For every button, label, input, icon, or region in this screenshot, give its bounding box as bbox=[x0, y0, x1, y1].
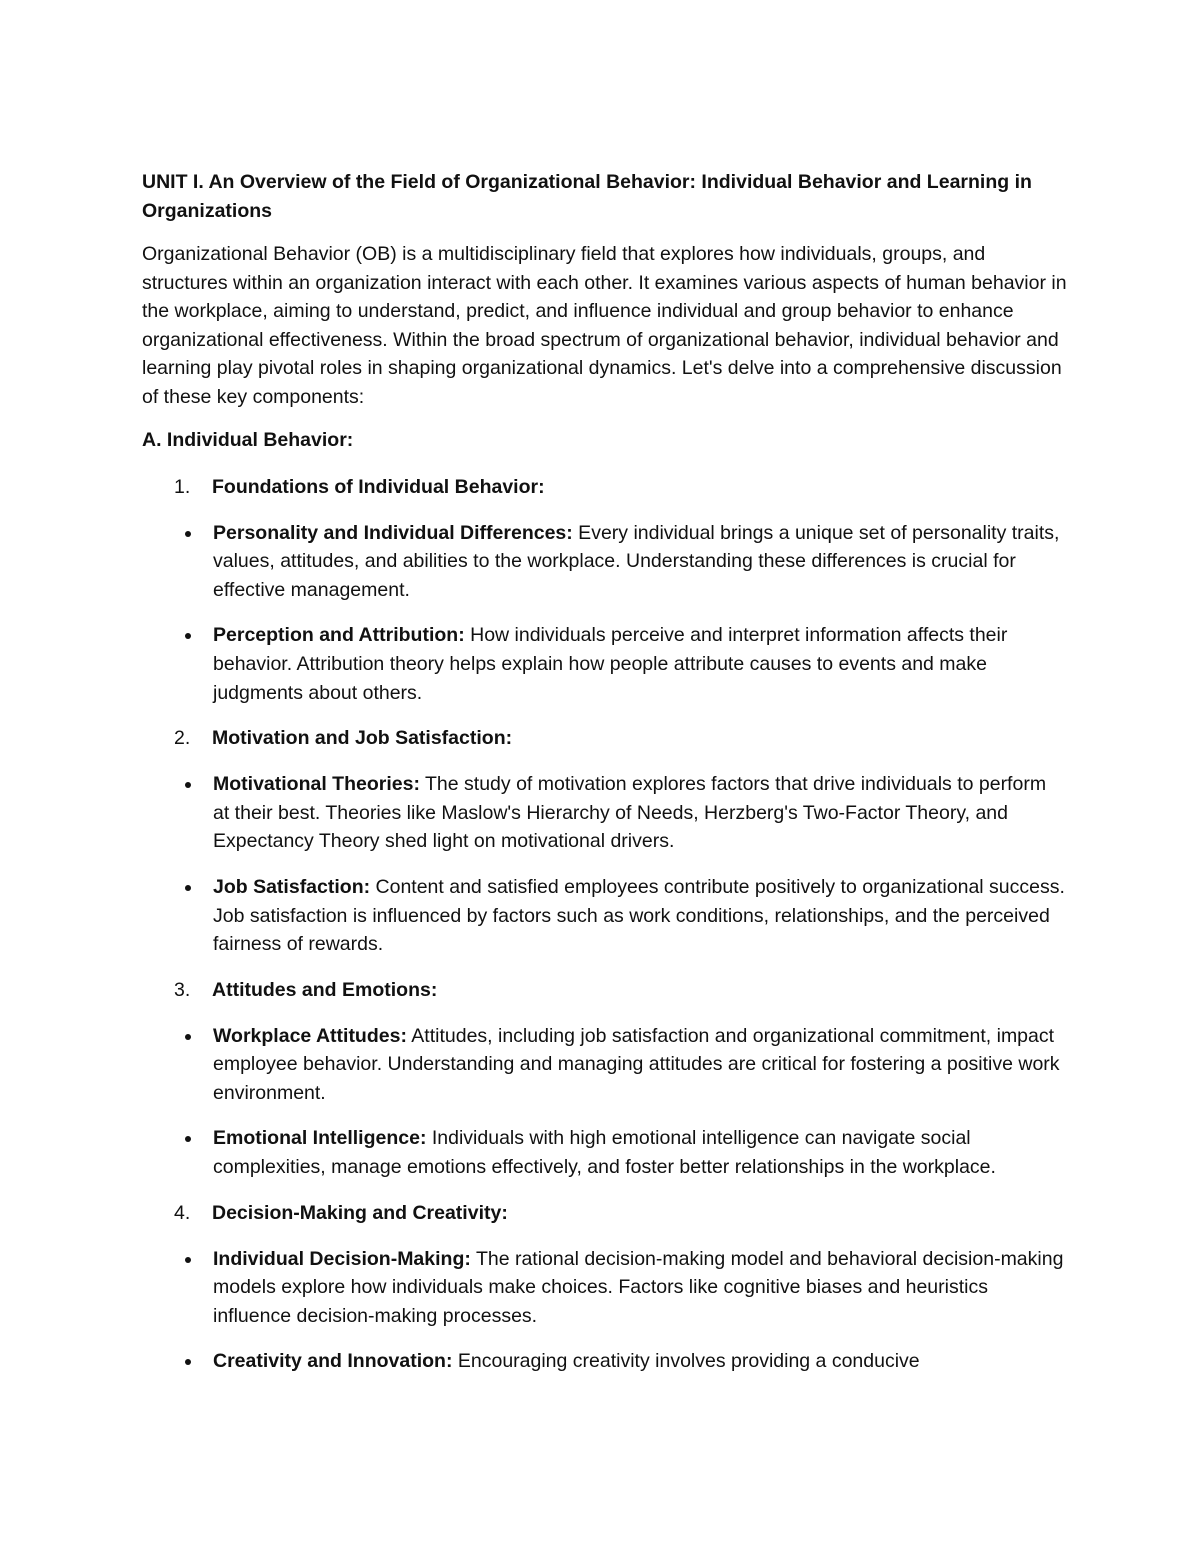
bullet-lead: Perception and Attribution: bbox=[213, 624, 465, 647]
topic-heading bbox=[174, 473, 1067, 502]
bullet-lead: Individual Decision-Making: bbox=[213, 1247, 471, 1270]
bullet-item bbox=[142, 1347, 1067, 1376]
bullet-icon bbox=[185, 1359, 191, 1365]
topic-number: 1. bbox=[174, 475, 191, 498]
bullet-item bbox=[142, 621, 1067, 707]
topic-title: Attitudes and Emotions: bbox=[212, 978, 438, 1001]
bullet-text: Content and satisfied employees contribute positively to organizational success. Job satisfaction is influenced by factors such as work conditions, relationships, and the perceived fairness of rewards. bbox=[213, 875, 1065, 956]
bullet-list bbox=[142, 770, 1067, 959]
topic-title: Motivation and Job Satisfaction: bbox=[212, 727, 513, 750]
bullet-item bbox=[142, 873, 1067, 959]
bullet-icon bbox=[185, 1257, 191, 1263]
bullet-text: Individuals with high emotional intelligence can navigate social complexities, manage emotions effectively, and foster better relationships in the workplace. bbox=[213, 1127, 996, 1179]
bullet-text: How individuals perceive and interpret information affects their behavior. Attribution theory helps explain how people attribute causes to events and make judgments about others. bbox=[213, 624, 1008, 704]
bullet-item bbox=[142, 519, 1067, 605]
topic-item bbox=[142, 473, 1067, 708]
bullet-lead: Motivational Theories: bbox=[213, 773, 420, 796]
bullet-text: The rational decision-making model and behavioral decision-making models explore how individuals make choices. Factors like cognitive biases and heuristics influence decision-making processes. bbox=[213, 1247, 1064, 1327]
bullet-icon bbox=[185, 782, 191, 788]
topic-number: 4. bbox=[174, 1201, 191, 1224]
topic-number: 3. bbox=[174, 978, 191, 1001]
topic-item bbox=[142, 1199, 1067, 1376]
bullet-list bbox=[142, 1022, 1067, 1182]
topic-heading bbox=[174, 724, 1067, 753]
bullet-lead: Job Satisfaction: bbox=[213, 875, 371, 898]
bullet-icon bbox=[185, 885, 191, 891]
topic-heading bbox=[174, 976, 1067, 1005]
bullet-list bbox=[142, 1245, 1067, 1376]
intro-paragraph: Organizational Behavior (OB) is a multidisciplinary field that explores how individuals, groups, and structures within an organization interact with each other. It examines various aspects of human behavior in the workplace, aiming to understand, predict, and influence individual and group behavior to enhance organizational effectiveness. Within the broad spectrum of organizational behavior, individual behavior and learning play pivotal roles in shaping organizational dynamics. Let's delve into a comprehensive discussion of these key components: bbox=[142, 243, 1067, 408]
topic-heading bbox=[174, 1199, 1067, 1228]
bullet-item bbox=[142, 1245, 1067, 1331]
topic-item bbox=[142, 976, 1067, 1182]
bullet-lead: Emotional Intelligence: bbox=[213, 1127, 427, 1150]
section-heading: A. Individual Behavior: bbox=[142, 428, 354, 451]
topic-number: 2. bbox=[174, 727, 191, 750]
document-page bbox=[142, 168, 1067, 1393]
bullet-icon bbox=[185, 1136, 191, 1142]
bullet-icon bbox=[185, 633, 191, 639]
page-title: UNIT I. An Overview of the Field of Organizational Behavior: Individual Behavior and Learning in Organizations bbox=[142, 171, 1032, 222]
topic-title: Foundations of Individual Behavior: bbox=[212, 475, 545, 498]
bullet-lead: Personality and Individual Differences: bbox=[213, 521, 573, 544]
bullet-item bbox=[142, 1124, 1067, 1181]
bullet-text: Every individual brings a unique set of personality traits, values, attitudes, and abilities to the workplace. Understanding these differences is crucial for effective management. bbox=[213, 521, 1060, 601]
bullet-item bbox=[142, 770, 1067, 856]
bullet-icon bbox=[185, 531, 191, 537]
bullet-text: Encouraging creativity involves providing a conducive bbox=[452, 1350, 920, 1373]
bullet-icon bbox=[185, 1034, 191, 1040]
topic-item bbox=[142, 724, 1067, 959]
bullet-item bbox=[142, 1022, 1067, 1108]
bullet-lead: Creativity and Innovation: bbox=[213, 1350, 453, 1373]
bullet-text: The study of motivation explores factors that drive individuals to perform at their best. Theories like Maslow's Hierarchy of Needs, Herzberg's Two-Factor Theory, and Expectancy Theory shed light on motivational drivers. bbox=[213, 773, 1047, 853]
bullet-list bbox=[142, 519, 1067, 708]
bullet-lead: Workplace Attitudes: bbox=[213, 1024, 407, 1047]
bullet-text: Attitudes, including job satisfaction and organizational commitment, impact employee behavior. Understanding and managing attitudes are critical for fostering a positive work environment. bbox=[213, 1024, 1060, 1104]
topic-title: Decision-Making and Creativity: bbox=[212, 1201, 508, 1224]
